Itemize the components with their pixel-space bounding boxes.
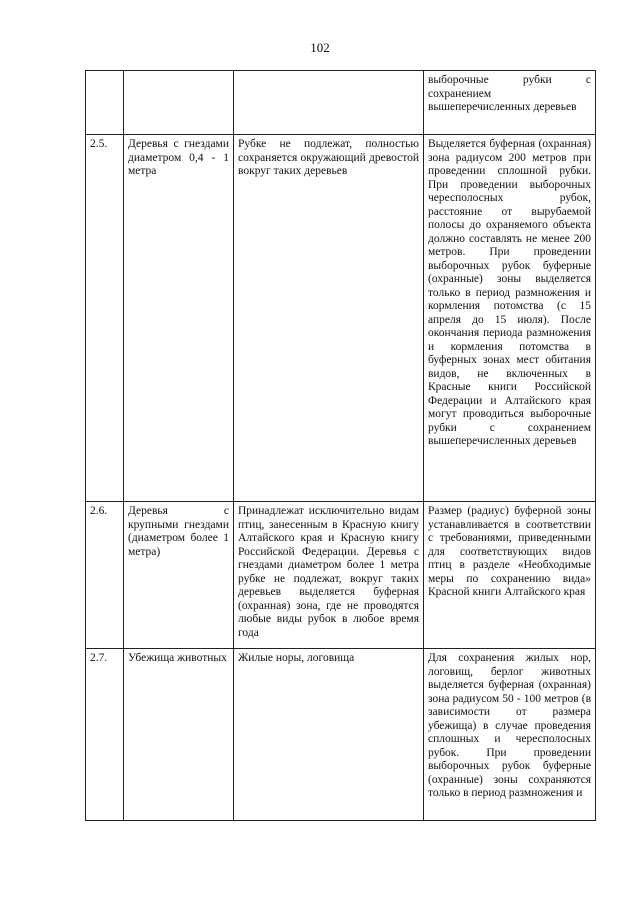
restriction-cell: Рубке не подлежат, полностью сохраняется окружающий древостой вокруг таких деревьев — [234, 135, 424, 502]
measures-cell: выборочные рубки с сохранением вышеперечисленных деревьев — [424, 71, 596, 135]
measures-cell: Для сохранения жилых нор, логовищ, берлог животных выделяется буферная (охранная) зона радиусом 50 - 100 метров (в зависимости от размера убежища) в случае проведения сплошных и чересполосных рубок. При проведении выборочных рубок буферные (охранные) зоны сохраняются только в период размножения и — [424, 649, 596, 821]
object-cell: Убежища животных — [124, 649, 234, 821]
restriction-cell: Принадлежат исключительно видам птиц, занесенным в Красную книгу Алтайского края и Красную книгу Российской Федерации. Деревья с гнездами диаметром более 1 метра рубке не подлежат, вокруг таких деревьев выделяется буферная (охранная) зона, где не проводятся любые виды рубок в любое время года — [234, 502, 424, 649]
measures-cell: Размер (радиус) буферной зоны устанавливается в соответствии с требованиями, приведенными для соответствующих видов птиц в разделе «Необходимые меры по сохранению вида» Красной книги Алтайского края — [424, 502, 596, 649]
table-row — [86, 649, 596, 821]
restriction-cell — [234, 71, 424, 135]
object-cell: Деревья с гнездами диаметром 0,4 - 1 метра — [124, 135, 234, 502]
page-number: 102 — [310, 40, 330, 55]
measures-cell: Выделяется буферная (охранная) зона радиусом 200 метров при проведении сплошной рубки. При проведении выборочных чересполосных рубок, расстояние от вырубаемой полосы до охраняемого объекта должно составлять не менее 200 метров. При проведении выборочных рубок буферные (охранные) зоны выделяется только в период размножения и кормления потомства (с 15 апреля до 15 июля). После окончания периода размножения и кормления потомства в буферных зонах мест обитания видов, не включенных в Красные книги Российской Федерации и Алтайского края могут проводиться выборочные рубки с сохранением вышеперечисленных деревьев — [424, 135, 596, 502]
row-number: 2.7. — [86, 649, 124, 821]
table-row — [86, 135, 596, 502]
table-row — [86, 71, 596, 135]
table-row — [86, 502, 596, 649]
object-cell: Деревья с крупными гнездами (диаметром более 1 метра) — [124, 502, 234, 649]
row-number: 2.6. — [86, 502, 124, 649]
object-cell — [124, 71, 234, 135]
row-number — [86, 71, 124, 135]
measures-table — [85, 70, 596, 821]
restriction-cell: Жилые норы, логовища — [234, 649, 424, 821]
row-number: 2.5. — [86, 135, 124, 502]
